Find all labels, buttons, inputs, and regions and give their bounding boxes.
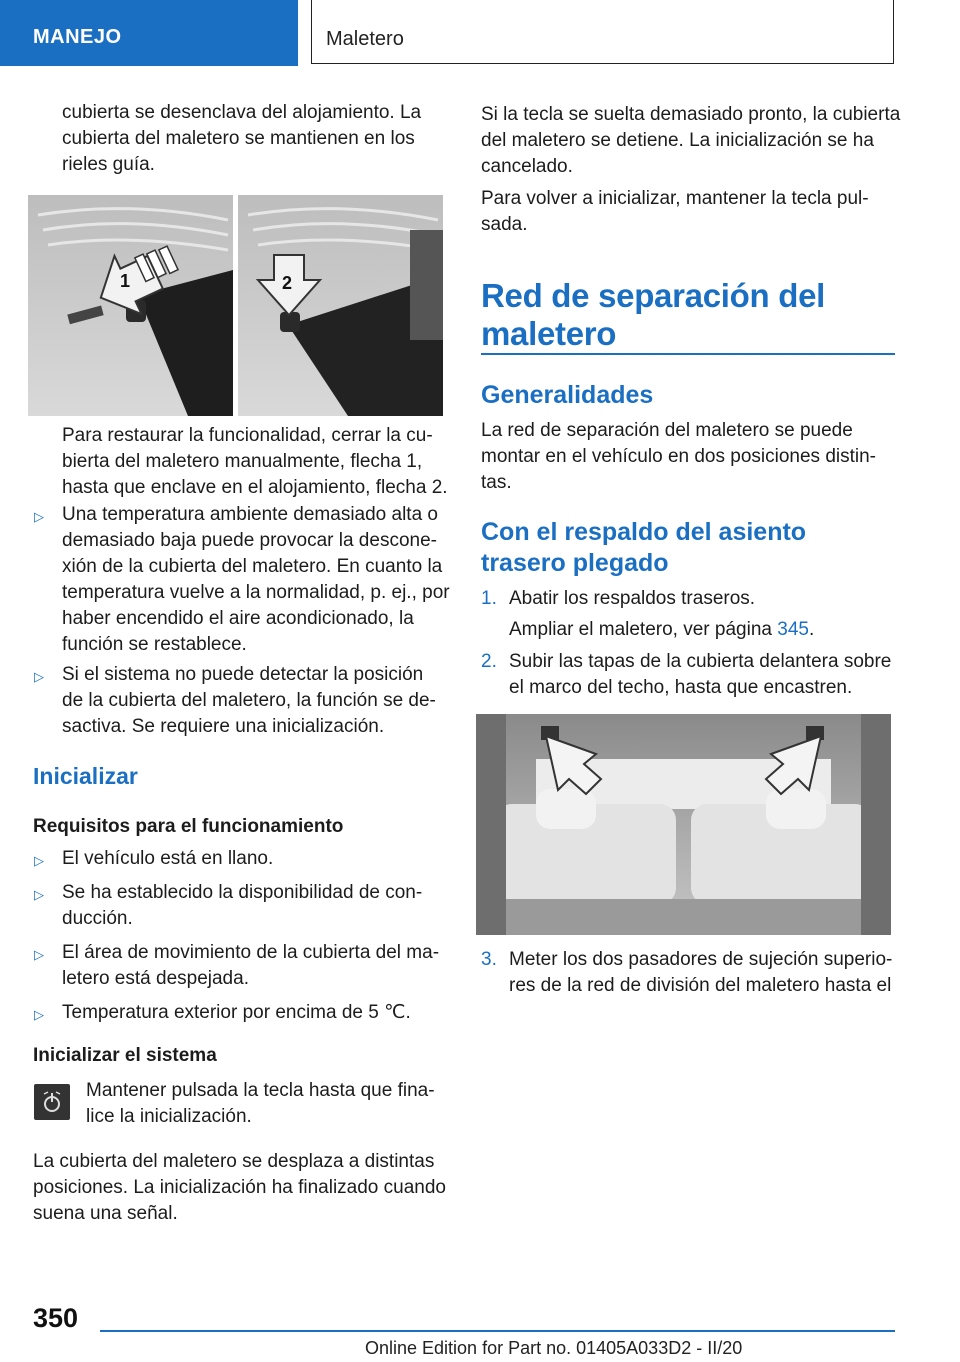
trunk-cover-photo [28,195,443,416]
init-system-text: Mantener pulsada la tecla hasta que fina- lice la inicialización. [86,1080,435,1127]
section-tab[interactable] [0,0,298,66]
step-1-reference: Ampliar el maletero, ver página 345. [509,619,815,640]
step-number: 1. [481,588,497,609]
page-number: 350 [33,1303,79,1333]
heading-rule [481,353,895,355]
generalities-text: La red de separación del maletero se puede montar en el vehículo en dos posiciones distin- tas. [481,420,877,493]
req-bullet-temp: Temperatura exterior por encima de 5 ℃. [62,1002,411,1023]
bullet-temperature: Una temperatura ambiente demasiado alta o demasiado baja puede provocar la descone- xión de la cubierta del maletero. En cuanto la temperatura vuelve a la normalidad, p. ej., por haber encendido el aire acondicionado, la función se restablece. [62,504,450,655]
svg-text:1: 1 [120,271,131,291]
section-title: MANEJO [33,26,122,48]
bullet-position: Si el sistema no puede detectar la posición de la cubierta del maletero, la función se de- sactiva. Se requiere una inicialización. [62,664,436,737]
footer-rule [100,1330,895,1332]
generalities-heading: Generalidades [481,381,654,409]
rear-seats-figure [476,714,891,935]
req-bullet-level: El vehículo está en llano. [62,848,274,869]
req-bullet-area: El área de movimiento de la cubierta del ma- letero está despejada. [62,942,440,989]
final-paragraph: La cubierta del maletero se desplaza a distintas posiciones. La inicialización ha finalizado cuando suena una señal. [33,1151,446,1224]
right-paragraph-2: Para volver a inicializar, mantener la tecla pul- sada. [481,188,869,235]
bullet-icon: ▷ [34,947,44,962]
bullet-icon: ▷ [34,669,44,684]
step-2-text: Subir las tapas de la cubierta delantera sobre el marco del techo, hasta que encastren. [509,651,892,698]
svg-text:2: 2 [282,273,293,293]
step-3-text: Meter los dos pasadores de sujeción superio- res de la red de división del maletero hasta el [509,949,893,996]
init-system-heading: Inicializar el sistema [33,1045,217,1066]
chapter-box [311,0,894,64]
rear-seats-photo [476,714,891,935]
step-number: 2. [481,651,497,672]
bullet-icon: ▷ [34,853,44,868]
trunk-cover-figure [28,195,443,416]
step-1-text: Abatir los respaldos traseros. [509,588,756,609]
page-link[interactable]: 345 [777,619,809,640]
intro-paragraph: cubierta se desenclava del alojamiento. La cubierta del maletero se mantienen en los rieles guía. [62,102,422,175]
bullet-icon: ▷ [34,887,44,902]
step-number: 3. [481,949,497,970]
chapter-title: Maletero [326,28,404,50]
folded-seat-heading: Con el respaldo del asiento trasero plegado [481,518,807,577]
edition-text: Online Edition for Part no. 01405A033D2 - II/20 [365,1338,743,1358]
right-paragraph-1: Si la tecla se suelta demasiado pronto, la cubierta del maletero se detiene. La inicialización se ha cancelado. [481,104,901,177]
init-heading: Inicializar [33,763,138,789]
bullet-icon: ▷ [34,1007,44,1022]
req-bullet-ready: Se ha establecido la disponibilidad de con- ducción. [62,882,423,929]
restore-paragraph: Para restaurar la funcionalidad, cerrar la cu- bierta del maletero manualmente, flecha 1, hasta que enclave en el alojamiento, flecha 2. [62,425,448,498]
requirements-heading: Requisitos para el funcionamiento [33,816,344,837]
bullet-icon: ▷ [34,509,44,524]
section-heading: Red de separación del maletero [481,277,825,352]
trunk-button-icon [34,1084,70,1120]
